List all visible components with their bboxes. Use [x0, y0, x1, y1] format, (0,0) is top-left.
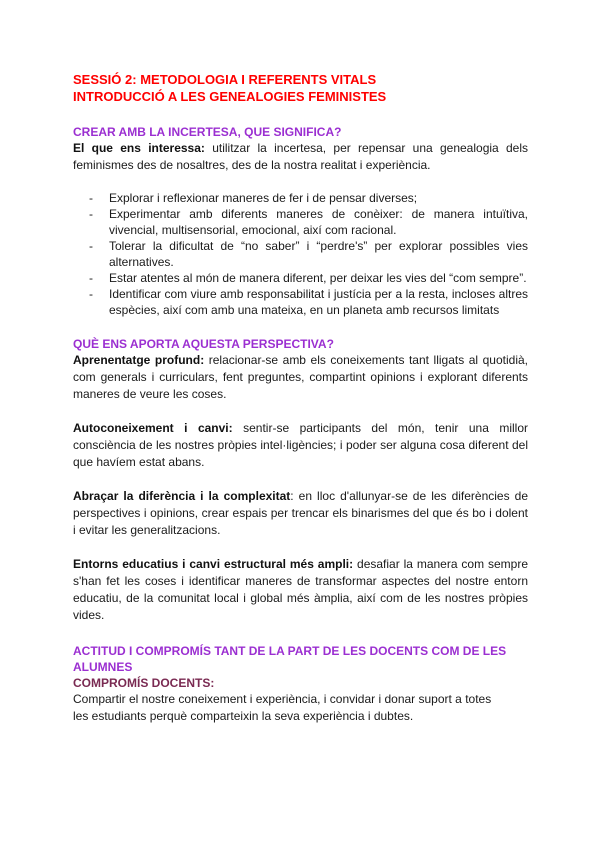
- bullet-dash: -: [89, 207, 93, 221]
- section-heading-perspectiva: QUÈ ENS APORTA AQUESTA PERSPECTIVA?: [73, 337, 334, 351]
- paragraph-entorns: [73, 556, 528, 624]
- subheading-compromis-docents: COMPROMÍS DOCENTS:: [73, 676, 215, 690]
- paragraph-text: sentir-se participants del món, tenir una millor consciència de les nostres pròpies intel·ligències; i poder ser alguna cosa diferent del que havíem estat abans.: [73, 421, 529, 469]
- list-item: [73, 270, 528, 286]
- paragraph-text: desafiar la manera com sempre s'han fet les coses i identificar maneres de transformar aspectes del nostre entorn educatiu, de la comunitat local i global més àmplia, així com de les nostres pròpies vides.: [73, 557, 529, 622]
- intro-paragraph: [73, 140, 528, 174]
- list-item: [73, 238, 528, 270]
- list-item-text: Explorar i reflexionar maneres de fer i de pensar diverses;: [109, 191, 418, 205]
- list-item-text: Estar atentes al món de manera diferent, per deixar les vies del “com sempre”.: [109, 271, 527, 285]
- bullet-dash: -: [89, 271, 93, 285]
- intro-text: utilitzar la incertesa, per repensar una genealogia dels feminismes des de nosaltres, des de la nostra realitat i experiència.: [73, 141, 529, 172]
- paragraph-bold-label: Abraçar la diferència i la complexitat: [73, 489, 291, 503]
- paragraph-diferencia: [73, 488, 528, 539]
- intro-bold-label: El que ens interessa:: [73, 141, 205, 155]
- list-item: [73, 206, 528, 238]
- list-item-text: Identificar com viure amb responsabilitat i justícia per a la resta, incloses altres espècies, així com amb una mateixa, en un planeta amb recursos limitats: [109, 287, 528, 317]
- section-heading-incertesa: CREAR AMB LA INCERTESA, QUE SIGNIFICA?: [73, 125, 342, 139]
- paragraph-autoconeixement: [73, 420, 528, 471]
- list-item-text: Tolerar la dificultat de “no saber” i “perdre's” per explorar possibles vies alternatives.: [109, 239, 528, 269]
- document-content: [73, 71, 528, 725]
- compromis-line-2: les estudiants perquè comparteixin la seva experiència i dubtes.: [73, 709, 414, 723]
- compromis-line-1: Compartir el nostre coneixement i experiència, i convidar i donar suport a totes: [73, 692, 492, 706]
- paragraph-text: : en lloc d'allunyar-se de les diferències de perspectives i opinions, crear espais per trencar els binarismes del que és bo i dolent i evitar les generalitzacions.: [73, 489, 528, 537]
- paragraph-bold-label: Aprenentatge profund:: [73, 353, 205, 367]
- bullet-dash: -: [89, 287, 93, 301]
- incertesa-bullet-list: [73, 190, 528, 318]
- list-item: [73, 286, 528, 318]
- paragraph-text: relacionar-se amb els coneixements tant lligats al quotidià, com generals i curriculars, fent preguntes, compartint opinions i explorant diferents maneres de veure les coses.: [73, 353, 528, 401]
- list-item: [73, 190, 528, 206]
- section-heading-actitud: ACTITUD I COMPROMÍS TANT DE LA PART DE LES DOCENTS COM DE LES ALUMNES: [73, 644, 507, 674]
- list-item-text: Experimentar amb diferents maneres de conèixer: de manera intuïtiva, vivencial, multisensorial, emocional, així com racional.: [109, 207, 528, 237]
- title-line-2: INTRODUCCIÓ A LES GENEALOGIES FEMINISTES: [73, 89, 387, 104]
- bullet-dash: -: [89, 191, 93, 205]
- paragraph-aprenentatge: [73, 352, 528, 403]
- bullet-dash: -: [89, 239, 93, 253]
- title-line-1: SESSIÓ 2: METODOLOGIA I REFERENTS VITALS: [73, 72, 377, 87]
- paragraph-bold-label: Autoconeixement i canvi:: [73, 421, 233, 435]
- paragraph-bold-label: Entorns educatius i canvi estructural més ampli:: [73, 557, 354, 571]
